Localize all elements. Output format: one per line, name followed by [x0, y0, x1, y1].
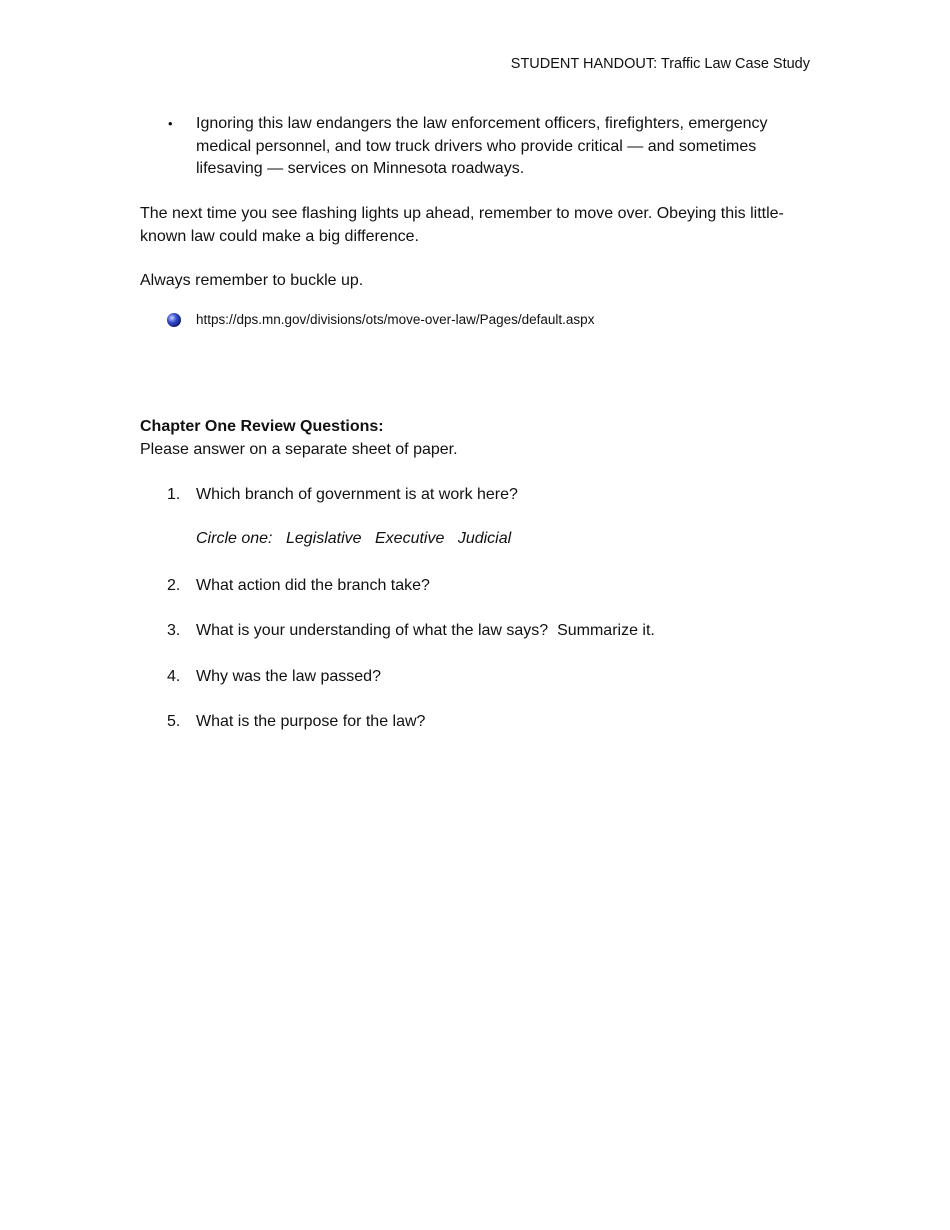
question-number: 3.: [167, 622, 181, 639]
option-legislative: Legislative: [285, 530, 362, 547]
question-number: 2.: [167, 577, 181, 594]
option-judicial: Judicial: [457, 530, 512, 547]
question-text: What is your understanding of what the law says? Summarize it.: [196, 622, 655, 639]
bullet-text: Ignoring this law endangers the law enforcement officers, firefighters, emergency medical personnel, and tow truck drivers who provide critical — and sometimes lifesaving — services on Minnesota roadways.: [196, 115, 768, 177]
globe-icon: [167, 313, 181, 327]
review-question-5: [167, 713, 425, 731]
question-text: What action did the branch take?: [196, 577, 430, 594]
list-item: [168, 113, 808, 181]
resource-link[interactable]: https://dps.mn.gov/divisions/ots/move-over-law/Pages/default.aspx: [196, 312, 595, 327]
option-executive: Executive: [375, 530, 445, 547]
question-number: 5.: [167, 713, 181, 730]
question-text: What is the purpose for the law?: [196, 713, 426, 730]
review-question-3: [167, 622, 655, 640]
question-number: 1.: [167, 486, 181, 503]
review-heading: Chapter One Review Questions:: [140, 418, 384, 435]
bullet-list: [168, 113, 808, 181]
review-question-4: [167, 668, 381, 686]
question-text: Why was the law passed?: [196, 668, 381, 685]
circle-one-options: [196, 530, 520, 548]
review-question-2: [167, 577, 430, 595]
bullet-marker: •: [168, 116, 173, 131]
buckle-up-paragraph: Always remember to buckle up.: [140, 272, 364, 289]
review-instructions: Please answer on a separate sheet of paper.: [140, 441, 458, 458]
question-text: Which branch of government is at work here?: [196, 486, 518, 503]
question-number: 4.: [167, 668, 181, 685]
resource-link-row: [167, 312, 594, 327]
page-header-title: STUDENT HANDOUT: Traffic Law Case Study: [510, 56, 810, 72]
move-over-paragraph: The next time you see flashing lights up ahead, remember to move over. Obeying this little-known law could make a big difference.: [140, 205, 784, 245]
circle-one-label: Circle one:: [196, 530, 273, 547]
review-question-1: [167, 486, 518, 504]
